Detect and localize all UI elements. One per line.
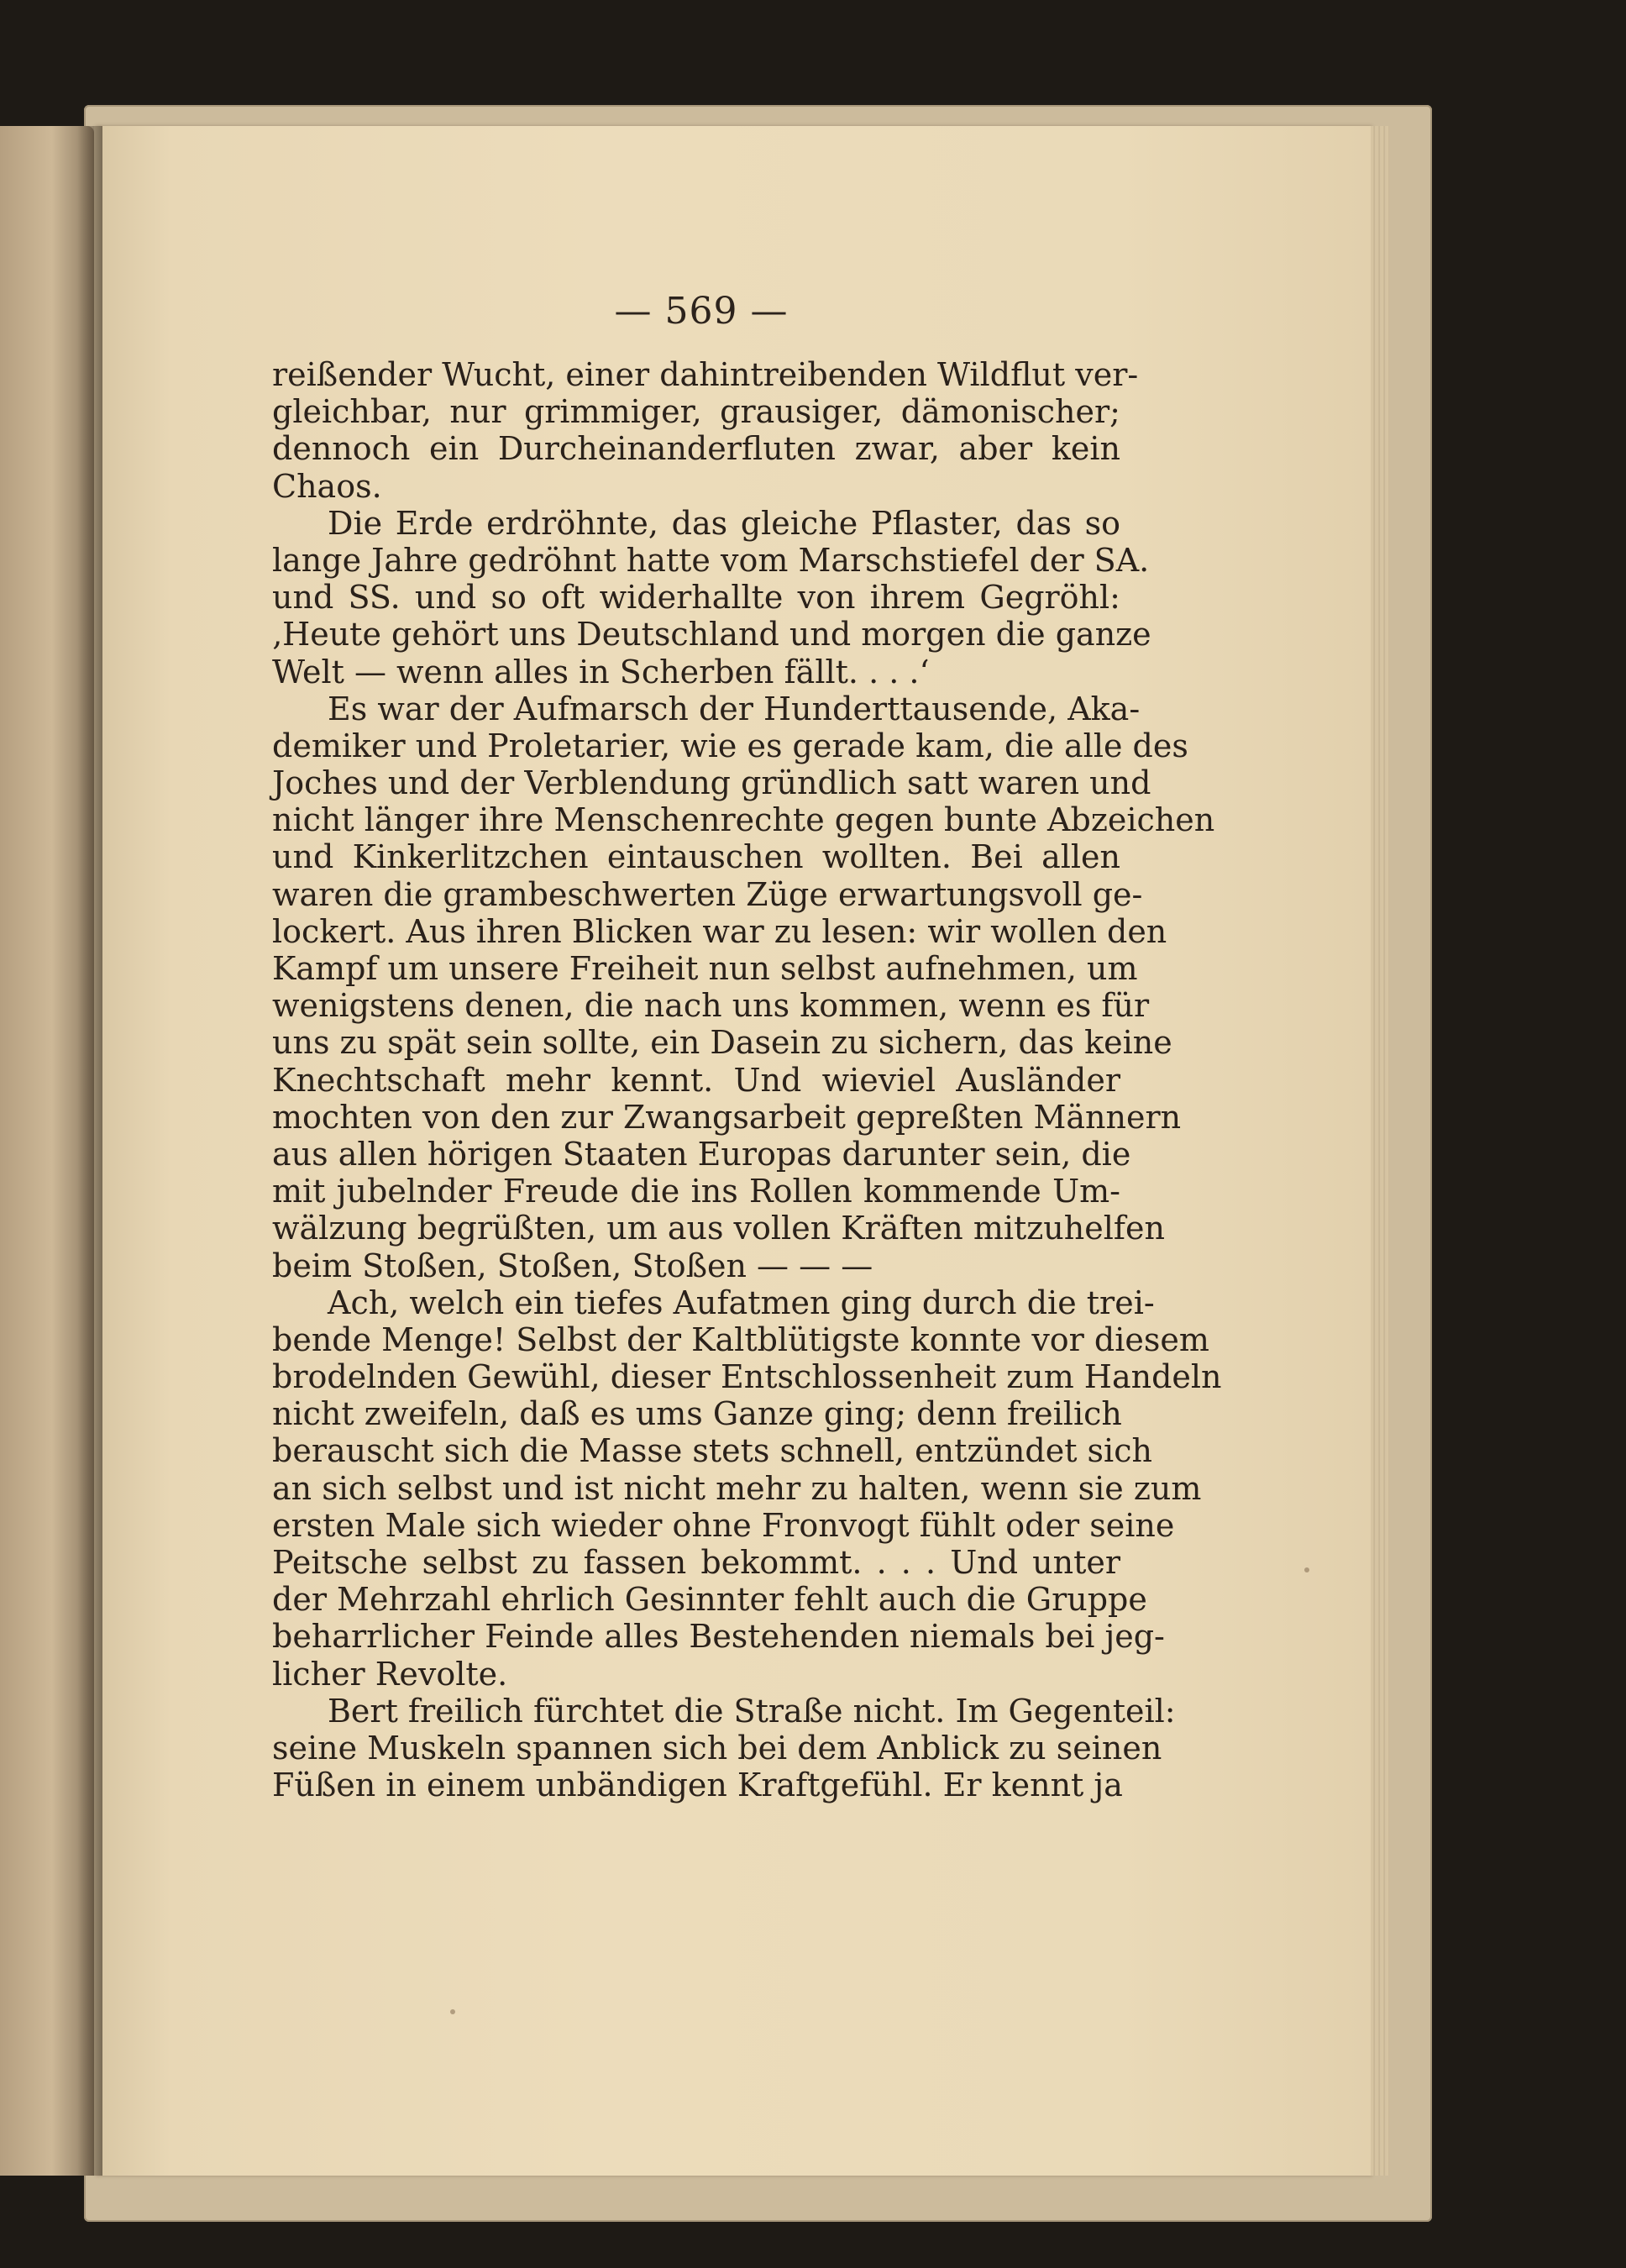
- text-line: beim Stoßen, Stoßen, Stoßen — — —: [272, 1247, 873, 1284]
- text-line: ‚Heute gehört uns Deutschland und morgen die ganze: [272, 616, 1151, 654]
- text-line: Knechtschaft mehr kennt. Und wieviel Ausländer: [272, 1061, 1120, 1099]
- text-line: mochten von den zur Zwangsarbeit gepreßten Männern: [272, 1098, 1182, 1136]
- text-line: uns zu spät sein sollte, ein Dasein zu sichern, das keine: [272, 1024, 1172, 1062]
- text-line: seine Muskeln spannen sich bei dem Anblick zu seinen: [272, 1729, 1162, 1767]
- paragraph: [272, 1284, 1222, 1693]
- text-line: demiker und Proletarier, wie es gerade kam, die alle des: [272, 727, 1188, 764]
- text-line: licher Revolte.: [272, 1655, 508, 1693]
- text-line: aus allen hörigen Staaten Europas darunter sein, die: [272, 1135, 1131, 1173]
- gutter-shadow: [77, 126, 102, 2176]
- text-line: mit jubelnder Freude die ins Rollen kommende Um-: [272, 1173, 1120, 1210]
- text-line: Peitsche selbst zu fassen bekommt. . . . Und unter: [272, 1544, 1120, 1581]
- text-line: und SS. und so oft widerhallte von ihrem Gegröhl:: [272, 579, 1120, 617]
- page-number: — 569 —: [614, 290, 789, 333]
- text-line: Es war der Aufmarsch der Hunderttausende, Aka-: [328, 690, 1141, 727]
- text-line: Kampf um unsere Freiheit nun selbst aufnehmen, um: [272, 950, 1138, 987]
- paragraph: [272, 356, 1139, 505]
- text-line: der Mehrzahl ehrlich Gesinnter fehlt auch die Gruppe: [272, 1581, 1147, 1619]
- body-text: [272, 356, 1222, 1804]
- text-line: dennoch ein Durcheinanderfluten zwar, aber kein: [272, 430, 1120, 468]
- text-line: Ach, welch ein tiefes Aufatmen ging durch die trei-: [328, 1284, 1155, 1321]
- text-line: reißender Wucht, einer dahintreibenden Wildflut ver-: [272, 356, 1139, 393]
- text-line: Welt — wenn alles in Scherben fällt. . . .‘: [272, 653, 930, 690]
- text-line: beharrlicher Feinde alles Bestehenden niemals bei jeg-: [272, 1618, 1165, 1656]
- text-line: Chaos.: [272, 467, 382, 505]
- text-line: nicht zweifeln, daß es ums Ganze ging; denn freilich: [272, 1395, 1122, 1433]
- text-line: waren die grambeschwerten Züge erwartungsvoll ge-: [272, 875, 1143, 913]
- text-line: bende Menge! Selbst der Kaltblütigste konnte vor diesem: [272, 1320, 1209, 1358]
- text-line: Joches und der Verblendung gründlich satt waren und: [272, 764, 1151, 802]
- paragraph: [272, 504, 1151, 690]
- text-line: ersten Male sich wieder ohne Fronvogt fühlt oder seine: [272, 1506, 1175, 1544]
- text-line: gleichbar, nur grimmiger, grausiger, dämonischer;: [272, 393, 1120, 431]
- text-line: nicht länger ihre Menschenrechte gegen bunte Abzeichen: [272, 801, 1215, 839]
- text-line: und Kinkerlitzchen eintauschen wollten. Bei allen: [272, 838, 1120, 876]
- paper-speck: [450, 2009, 455, 2014]
- text-line: lange Jahre gedröhnt hatte vom Marschstiefel der SA.: [272, 541, 1150, 579]
- text-line: Bert freilich fürchtet die Straße nicht. Im Gegenteil:: [328, 1692, 1176, 1730]
- text-line: brodelnden Gewühl, dieser Entschlossenheit zum Handeln: [272, 1358, 1222, 1396]
- text-line: wälzung begrüßten, um aus vollen Kräften mitzuhelfen: [272, 1210, 1165, 1247]
- page-stack-edge: [1371, 126, 1389, 2176]
- text-line: Füßen in einem unbändigen Kraftgefühl. Er kennt ja: [272, 1767, 1123, 1804]
- paragraph: [272, 1692, 1176, 1804]
- paragraph: [272, 690, 1215, 1284]
- text-line: berauscht sich die Masse stets schnell, entzündet sich: [272, 1432, 1152, 1470]
- text-line: Die Erde erdröhnte, das gleiche Pflaster, das so: [328, 504, 1120, 542]
- text-line: wenigstens denen, die nach uns kommen, wenn es für: [272, 987, 1150, 1025]
- text-line: lockert. Aus ihren Blicken war zu lesen: wir wollen den: [272, 912, 1167, 950]
- paper-speck: [1304, 1567, 1309, 1572]
- text-line: an sich selbst und ist nicht mehr zu halten, wenn sie zum: [272, 1469, 1202, 1507]
